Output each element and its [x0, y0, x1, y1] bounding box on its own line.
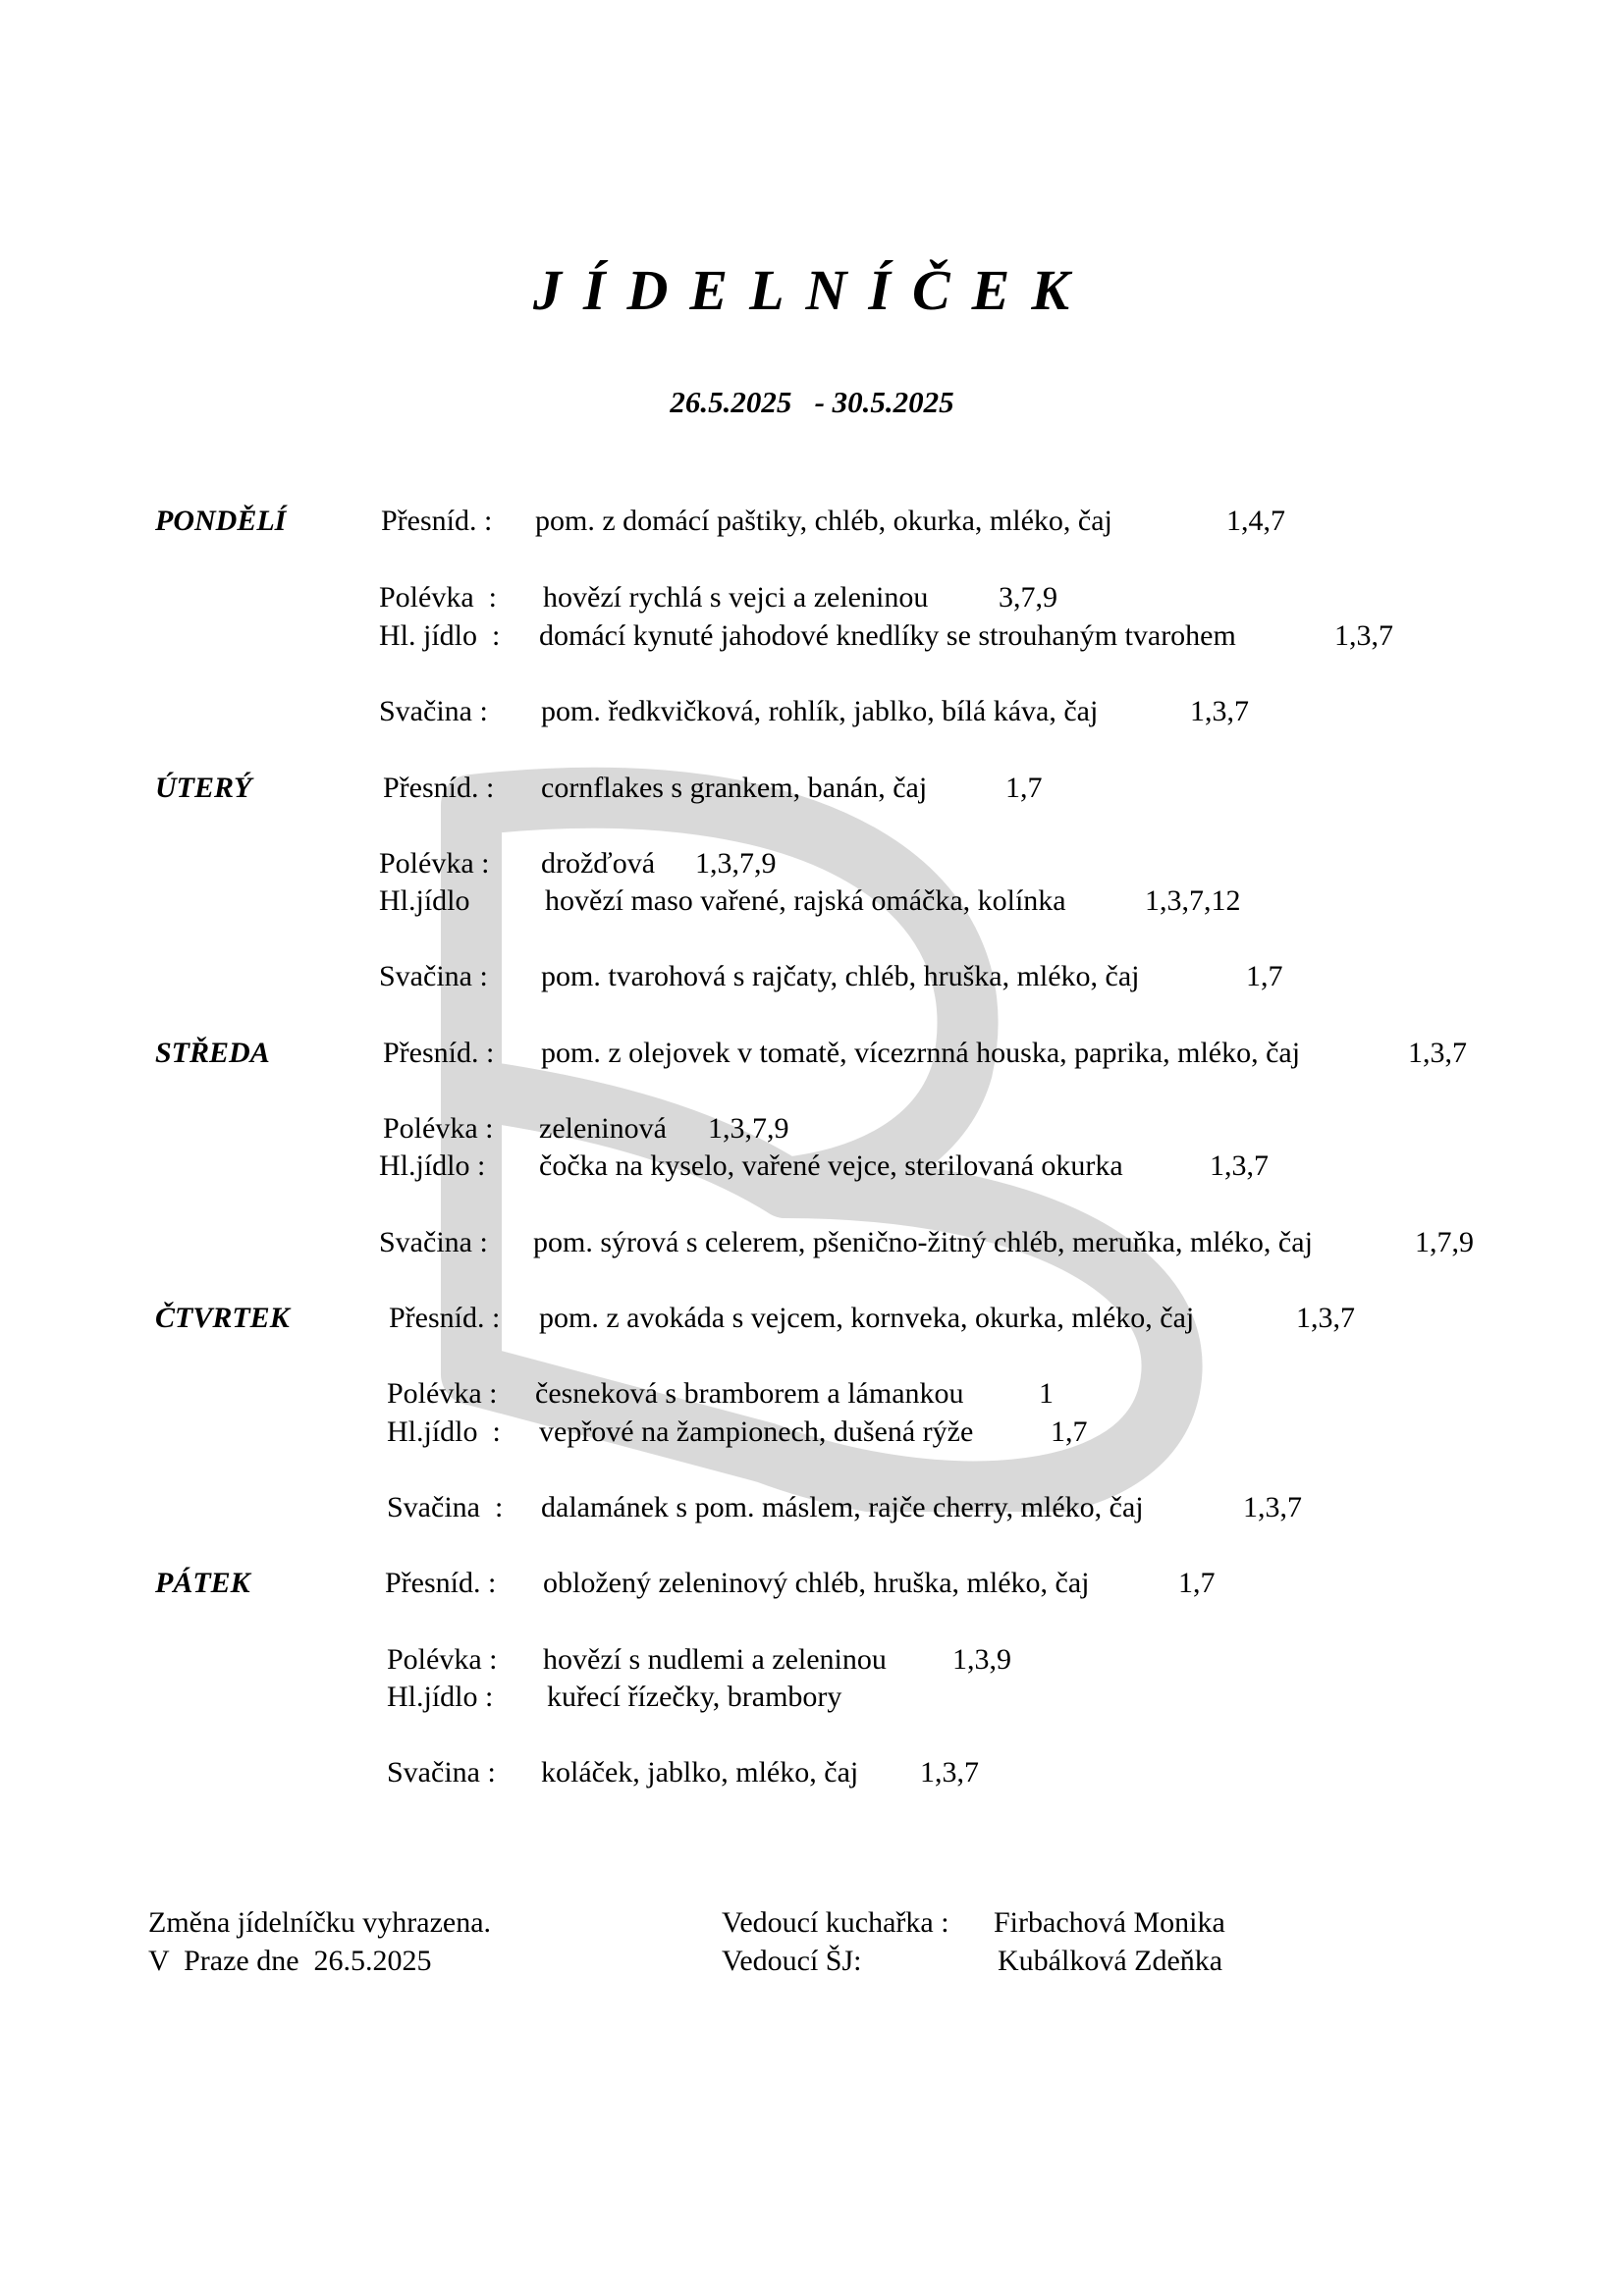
meal-label: Svačina :: [379, 695, 488, 727]
meal-text: pom. sýrová s celerem, pšeničnо-žitný chléb, meruňka, mléko, čaj: [533, 1226, 1313, 1258]
meal-text: pom. z domácí paštiky, chléb, okurka, mléko, čaj: [535, 505, 1112, 537]
meal-text: vepřové na žampionech, dušená rýže: [539, 1415, 974, 1448]
meal-allergens: 1,3,7,9: [695, 847, 777, 880]
meal-allergens: 1,3,7,9: [708, 1112, 789, 1145]
meal-allergens: 1,3,7: [1243, 1491, 1302, 1523]
meal-allergens: 1,3,7,12: [1145, 884, 1241, 917]
meal-text: pom. z olejovek v tomatě, vícezrnná houska, paprika, mléko, čaj: [541, 1037, 1301, 1069]
meal-allergens: 1,3,7: [1210, 1149, 1269, 1182]
meal-allergens: 1,7: [1051, 1415, 1088, 1448]
meal-text: dalamánek s pom. máslem, rajče cherry, mléko, čaj: [541, 1491, 1144, 1523]
meal-text: pom. ředkvičková, rohlík, jablko, bílá káva, čaj: [541, 695, 1099, 727]
meal-label: Přesníd. :: [383, 1037, 495, 1069]
meal-label: Polévka :: [379, 847, 490, 880]
change-note: Změna jídelníčku vyhrazena.: [148, 1906, 492, 1939]
meal-text: domácí kynuté jahodové knedlíky se strouhaným tvarohem: [539, 619, 1236, 652]
meal-label: Svačina :: [379, 1226, 488, 1258]
meal-allergens: 1,3,9: [952, 1643, 1011, 1676]
day-name: ÚTERÝ: [155, 772, 252, 804]
meal-label: Přesníd. :: [381, 505, 493, 537]
head-name: Kubálková Zdeňka: [998, 1945, 1223, 1977]
day-name: STŘEDA: [155, 1037, 270, 1069]
meal-text: drožďová: [541, 847, 656, 880]
meal-label: Hl.jídlo :: [387, 1681, 494, 1713]
place-date: V Praze dne 26.5.2025: [148, 1945, 432, 1977]
meal-label: Polévka :: [379, 581, 497, 614]
day-name: ČTVRTEK: [155, 1302, 290, 1334]
meal-label: Svačina :: [379, 960, 488, 992]
meal-text: kuřecí řízečky, brambory: [547, 1681, 842, 1713]
meal-label: Hl.jídlo :: [387, 1415, 501, 1448]
meal-allergens: 1,3,7: [1296, 1302, 1355, 1334]
date-range: 26.5.2025 - 30.5.2025: [670, 385, 954, 419]
meal-label: Hl.jídlo: [379, 884, 470, 917]
day-name: PÁTEK: [155, 1567, 250, 1599]
meal-label: Polévka :: [387, 1643, 498, 1676]
meal-allergens: 1: [1039, 1377, 1054, 1410]
meal-allergens: 1,7: [1246, 960, 1283, 992]
meal-label: Polévka :: [387, 1377, 498, 1410]
meal-text: koláček, jablko, mléko, čaj: [541, 1756, 859, 1789]
meal-label: Přesníd. :: [383, 772, 495, 804]
meal-allergens: 1,3,7: [1190, 695, 1249, 727]
meal-allergens: 1,3,7: [920, 1756, 979, 1789]
meal-allergens: 3,7,9: [999, 581, 1057, 614]
meal-allergens: 1,3,7: [1334, 619, 1393, 652]
meal-label: Hl. jídlo :: [379, 619, 501, 652]
page-title: JÍDELNÍČEK: [532, 258, 1092, 322]
meal-allergens: 1,4,7: [1226, 505, 1285, 537]
meal-text: pom. z avokáda s vejcem, kornveka, okurka, mléko, čaj: [539, 1302, 1195, 1334]
meal-label: Svačina :: [387, 1756, 496, 1789]
meal-text: pom. tvarohová s rajčaty, chléb, hruška, mléko, čaj: [541, 960, 1140, 992]
meal-label: Přesníd. :: [385, 1567, 497, 1599]
meal-allergens: 1,7: [1178, 1567, 1216, 1599]
meal-text: hovězí s nudlemi a zeleninou: [543, 1643, 887, 1676]
meal-text: česneková s bramborem a lámankou: [535, 1377, 964, 1410]
meal-label: Svačina :: [387, 1491, 504, 1523]
meal-text: obložený zeleninový chléb, hruška, mléko, čaj: [543, 1567, 1090, 1599]
meal-text: čočka na kyselo, vařené vejce, sterilovaná okurka: [539, 1149, 1123, 1182]
meal-text: hovězí maso vařené, rajská omáčka, kolínka: [545, 884, 1066, 917]
meal-allergens: 1,7,9: [1415, 1226, 1474, 1258]
meal-label: Hl.jídlo :: [379, 1149, 486, 1182]
meal-label: Polévka :: [383, 1112, 494, 1145]
day-name: PONDĚLÍ: [155, 505, 287, 537]
cook-label: Vedoucí kuchařka :: [722, 1906, 949, 1939]
meal-allergens: 1,3,7: [1408, 1037, 1467, 1069]
meal-text: cornflakes s grankem, banán, čaj: [541, 772, 928, 804]
meal-label: Přesníd. :: [389, 1302, 501, 1334]
head-label: Vedoucí ŠJ:: [722, 1945, 862, 1977]
meal-text: zeleninová: [539, 1112, 667, 1145]
meal-allergens: 1,7: [1005, 772, 1043, 804]
meal-text: hovězí rychlá s vejci a zeleninou: [543, 581, 929, 614]
cook-name: Firbachová Monika: [994, 1906, 1225, 1939]
